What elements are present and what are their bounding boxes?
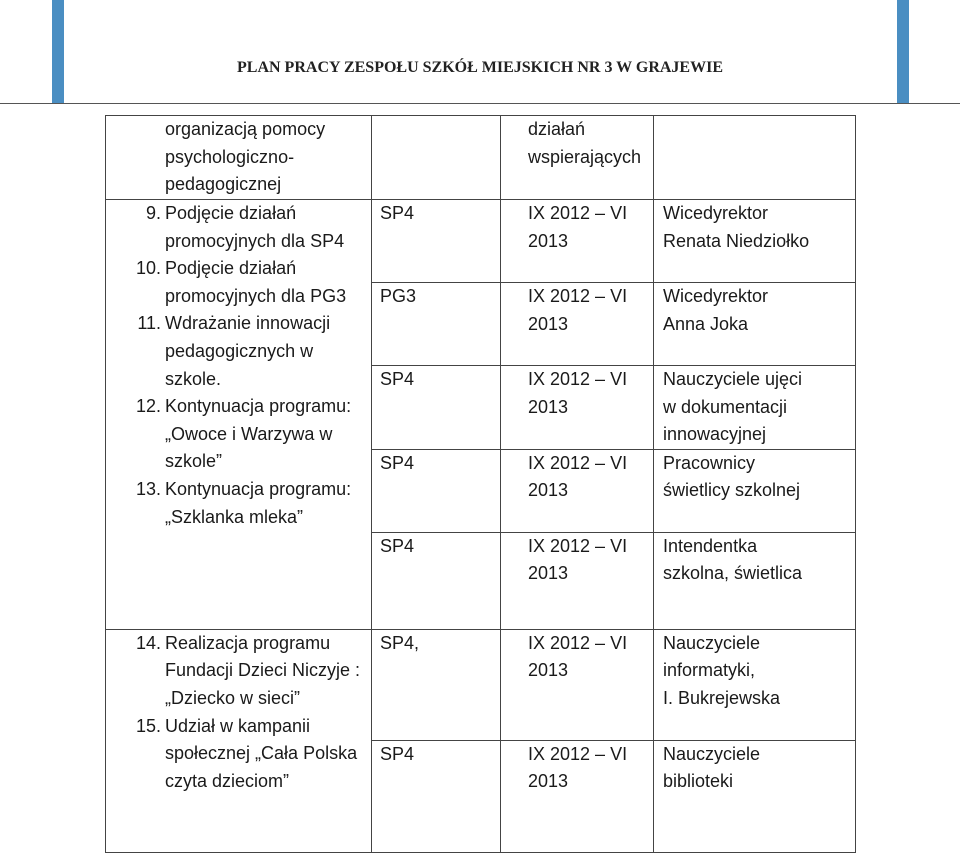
school-cell	[372, 200, 501, 283]
term-cell	[501, 283, 654, 366]
term-start: IX 2012 – VI	[528, 632, 628, 653]
term-end: 2013	[528, 771, 569, 792]
responsible-cell	[654, 629, 856, 740]
school-text: SP4,	[380, 632, 420, 653]
school-cell	[372, 449, 501, 532]
list-item	[106, 310, 371, 393]
school-cell	[372, 366, 501, 450]
responsible-cell	[654, 116, 856, 200]
table-row	[106, 629, 856, 740]
task-cell	[106, 116, 372, 200]
item-number: 11.	[137, 313, 161, 334]
table-row	[106, 116, 856, 200]
term-start: IX 2012 – VI	[528, 743, 628, 764]
task-name: Podjęcie działań promocyjnych dla SP4	[165, 203, 345, 251]
item-number: 13.	[135, 478, 161, 499]
school-text: SP4	[380, 743, 415, 764]
task-cell	[106, 200, 372, 630]
term-text: działań wspierających	[528, 119, 642, 167]
header-accent-bar-left	[52, 0, 64, 103]
term-start: IX 2012 – VI	[528, 203, 628, 223]
responsible-line: Anna Joka	[663, 313, 749, 334]
header-accent-bar-right	[897, 0, 909, 103]
responsible-line: Wicedyrektor	[663, 203, 769, 223]
term-end: 2013	[528, 396, 569, 417]
term-cell	[501, 116, 654, 200]
term-start: IX 2012 – VI	[528, 535, 628, 556]
responsible-line: Nauczyciele	[663, 743, 761, 764]
term-cell	[501, 200, 654, 283]
list-item	[106, 630, 371, 713]
responsible-line: Nauczyciele	[663, 632, 761, 653]
term-start: IX 2012 – VI	[528, 286, 628, 306]
table-row	[106, 200, 856, 283]
page-header-title: PLAN PRACY ZESPOŁU SZKÓŁ MIEJSKICH NR 3 W GRAJEWIE	[237, 59, 723, 76]
task-name: Podjęcie działań promocyjnych dla PG3	[165, 258, 347, 306]
item-number: 9.	[145, 203, 161, 223]
responsible-line: Intendentka	[663, 535, 758, 556]
responsible-cell	[654, 283, 856, 366]
term-cell	[501, 449, 654, 532]
school-text: SP4	[380, 369, 415, 389]
responsible-line: biblioteki	[663, 771, 734, 792]
school-text: SP4	[380, 452, 415, 473]
school-cell	[372, 740, 501, 852]
responsible-cell	[654, 200, 856, 283]
school-cell	[372, 532, 501, 629]
work-plan-table	[105, 115, 856, 853]
term-cell	[501, 629, 654, 740]
task-name: organizacją pomocy psychologiczno-pedagogicznej	[165, 119, 326, 195]
responsible-cell	[654, 740, 856, 852]
term-end: 2013	[528, 563, 569, 584]
task-cell	[106, 629, 372, 852]
responsible-cell	[654, 449, 856, 532]
term-end: 2013	[528, 313, 569, 334]
responsible-line: w dokumentacji	[663, 396, 788, 417]
list-item	[106, 393, 371, 476]
task-name: Realizacja programu Fundacji Dzieci Niczyje : „Dziecko w sieci”	[165, 632, 361, 708]
task-name: Kontynuacja programu: „Owoce i Warzywa w szkole”	[165, 396, 352, 472]
list-item	[106, 476, 371, 531]
responsible-line: innowacyjnej	[663, 424, 767, 445]
list-item	[106, 200, 371, 255]
term-end: 2013	[528, 480, 569, 501]
task-name: Wdrażanie innowacji pedagogicznych w szkole.	[165, 313, 331, 389]
list-item	[106, 713, 371, 796]
school-cell	[372, 116, 501, 200]
list-item	[106, 255, 371, 310]
school-cell	[372, 629, 501, 740]
term-cell	[501, 532, 654, 629]
responsible-cell	[654, 532, 856, 629]
task-name: Kontynuacja programu: „Szklanka mleka”	[165, 478, 352, 527]
school-text: PG3	[380, 286, 417, 306]
term-cell	[501, 740, 654, 852]
responsible-line: Pracownicy	[663, 452, 756, 473]
school-text: SP4	[380, 203, 415, 223]
item-number: 12.	[135, 396, 161, 417]
item-number: 14.	[135, 632, 161, 653]
term-end: 2013	[528, 660, 569, 681]
item-number: 15.	[135, 715, 161, 736]
term-cell	[501, 366, 654, 450]
responsible-line: Wicedyrektor	[663, 286, 769, 306]
term-end: 2013	[528, 230, 569, 251]
responsible-line: Nauczyciele ujęci	[663, 369, 803, 389]
responsible-line: Renata Niedziołko	[663, 230, 810, 251]
school-text: SP4	[380, 535, 415, 556]
responsible-cell	[654, 366, 856, 450]
responsible-line: informatyki,	[663, 660, 756, 681]
header-divider	[0, 103, 960, 104]
school-cell	[372, 283, 501, 366]
responsible-line: I. Bukrejewska	[663, 687, 781, 708]
responsible-line: szkolna, świetlica	[663, 563, 803, 584]
item-number: 10.	[135, 258, 161, 279]
term-start: IX 2012 – VI	[528, 452, 628, 473]
term-start: IX 2012 – VI	[528, 369, 628, 389]
responsible-line: świetlicy szkolnej	[663, 480, 801, 501]
task-name: Udział w kampanii społecznej „Cała Polska czyta dzieciom”	[165, 715, 358, 791]
